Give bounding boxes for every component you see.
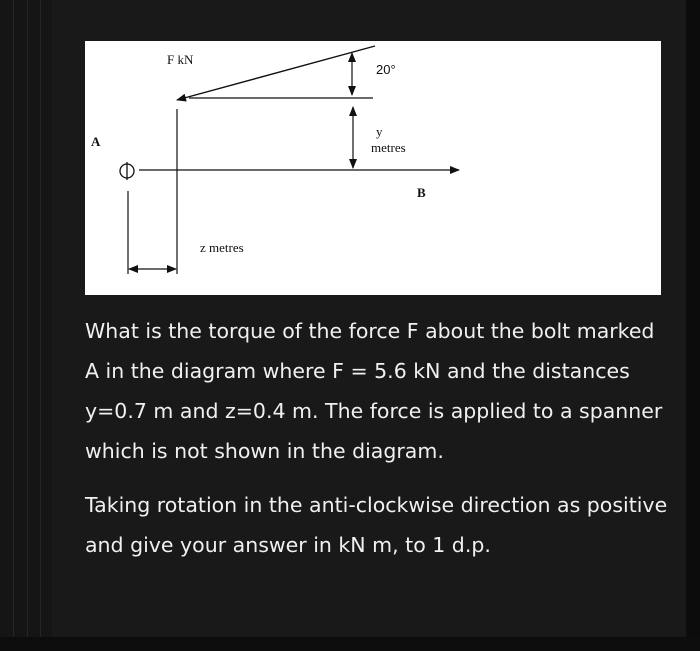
rail-divider <box>40 0 41 651</box>
bottom-shade <box>0 637 700 651</box>
rail-divider <box>27 0 28 651</box>
force-label: F kN <box>167 52 194 67</box>
instruction-paragraph: Taking rotation in the anti-clockwise direction as positive and give your answer in kN m, to 1 d.p. <box>85 493 668 557</box>
bolt-a-symbol <box>120 162 134 180</box>
force-diagram <box>85 41 661 295</box>
question-text <box>85 311 670 565</box>
left-rail <box>0 0 52 651</box>
angle-label: 20° <box>376 62 396 77</box>
question-paragraph: What is the torque of the force F about the bolt marked A in the diagram where F = 5.6 kN and the distances y=0.7 m and z=0.4 m. The force is applied to a spanner which is not shown in the diagram. <box>85 319 663 463</box>
right-rail <box>686 0 700 651</box>
point-a-label: A <box>91 134 101 149</box>
force-arrow <box>177 46 375 100</box>
point-b-label: B <box>417 185 426 200</box>
y-unit-label: metres <box>371 140 406 155</box>
y-label: y <box>376 124 383 139</box>
diagram-svg <box>85 41 661 295</box>
rail-divider <box>13 0 14 651</box>
z-label: z metres <box>200 240 244 255</box>
